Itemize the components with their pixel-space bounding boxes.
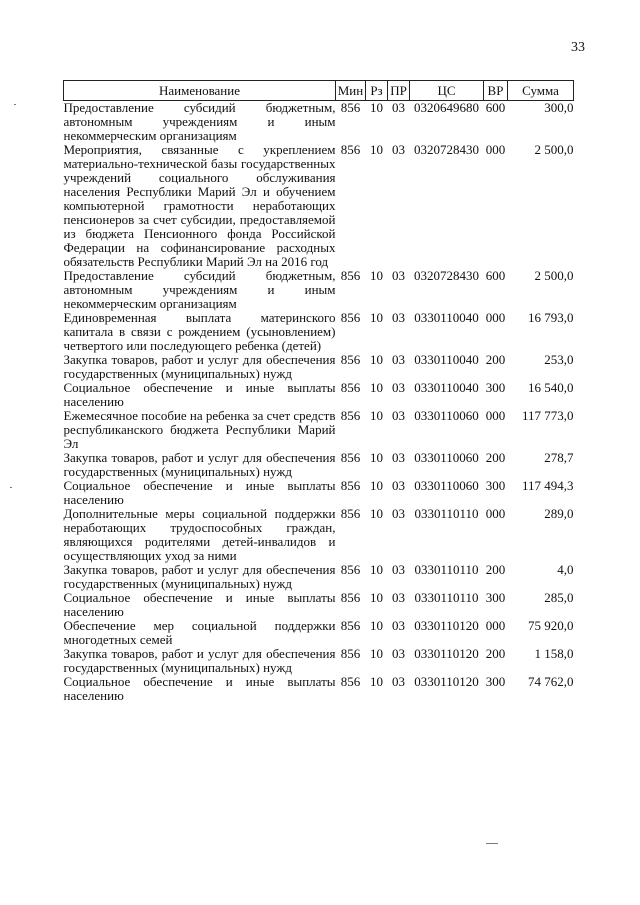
header-pr: ПР — [388, 81, 410, 101]
cell-sum: 74 762,0 — [528, 674, 574, 689]
cell-vr: 000 — [485, 142, 506, 157]
cell-pr: 03 — [392, 142, 405, 157]
cell-rz: 10 — [370, 478, 383, 493]
cell-pr: 03 — [392, 646, 405, 661]
cell-name: Мероприятия, связанные с укреплением материально-технической базы государственных учреждений социального обслуживания населения Республики Марий Эл и обучением компьютерной грамотности неработающих пенсионеров за счет субсидии, предоставляемой из бюджета Пенсионного фонда Российской Федерации на софинансирование расходных обязательств Республики Марий Эл на 2016 год — [63, 142, 336, 269]
cell-rz: 10 — [370, 100, 383, 115]
cell-rz: 10 — [370, 618, 383, 633]
cell-min: 856 — [340, 590, 361, 605]
cell-rz: 10 — [370, 450, 383, 465]
cell-min: 856 — [340, 674, 361, 689]
cell-pr: 03 — [392, 352, 405, 367]
table-row — [64, 101, 574, 144]
cell-sum: 1 158,0 — [534, 646, 574, 661]
table-row — [64, 311, 574, 353]
scan-speck — [486, 843, 498, 844]
cell-vr: 600 — [485, 100, 506, 115]
cell-cs: 0330110110 — [414, 506, 479, 521]
cell-rz: 10 — [370, 380, 383, 395]
cell-min: 856 — [340, 562, 361, 577]
header-vr: ВР — [484, 81, 508, 101]
cell-name: Предоставление субсидий бюджетным, автономным учреждениям и иным некоммерческим организациям — [63, 100, 336, 143]
cell-cs: 0330110060 — [414, 450, 479, 465]
header-sum: Сумма — [508, 81, 574, 101]
table-row — [64, 451, 574, 479]
cell-name: Единовременная выплата материнского капитала в связи с рождением (усыновлением) четвертого или последующего ребенка (детей) — [63, 310, 336, 353]
cell-rz: 10 — [370, 590, 383, 605]
header-cs: ЦС — [410, 81, 484, 101]
cell-vr: 300 — [485, 590, 506, 605]
cell-sum: 2 500,0 — [534, 142, 574, 157]
cell-name: Закупка товаров, работ и услуг для обеспечения государственных (муниципальных) нужд — [63, 450, 336, 479]
cell-min: 856 — [340, 100, 361, 115]
cell-name: Закупка товаров, работ и услуг для обеспечения государственных (муниципальных) нужд — [63, 646, 336, 675]
cell-name: Дополнительные меры социальной поддержки неработающих трудоспособных граждан, являющихся родителями детей-инвалидов и осуществляющих уход за ними — [63, 506, 336, 563]
cell-vr: 300 — [485, 380, 506, 395]
cell-vr: 000 — [485, 408, 506, 423]
cell-vr: 300 — [485, 674, 506, 689]
cell-min: 856 — [340, 142, 361, 157]
cell-cs: 0330110110 — [414, 590, 479, 605]
cell-pr: 03 — [392, 478, 405, 493]
table-row — [64, 647, 574, 675]
cell-name: Закупка товаров, работ и услуг для обеспечения государственных (муниципальных) нужд — [63, 562, 336, 591]
cell-rz: 10 — [370, 562, 383, 577]
page-number: 33 — [571, 40, 585, 55]
cell-sum: 253,0 — [544, 352, 574, 367]
cell-pr: 03 — [392, 450, 405, 465]
cell-cs: 0330110060 — [414, 478, 479, 493]
cell-min: 856 — [340, 310, 361, 325]
cell-rz: 10 — [370, 646, 383, 661]
budget-table — [63, 80, 574, 703]
cell-min: 856 — [340, 352, 361, 367]
cell-rz: 10 — [370, 408, 383, 423]
header-name: Наименование — [64, 81, 336, 101]
cell-cs: 0330110040 — [414, 380, 479, 395]
cell-rz: 10 — [370, 352, 383, 367]
cell-rz: 10 — [370, 142, 383, 157]
cell-pr: 03 — [392, 674, 405, 689]
cell-cs: 0330110120 — [414, 674, 479, 689]
cell-min: 856 — [340, 618, 361, 633]
cell-pr: 03 — [392, 380, 405, 395]
cell-sum: 16 540,0 — [528, 380, 574, 395]
cell-cs: 0320728430 — [414, 142, 479, 157]
table-row — [64, 353, 574, 381]
cell-sum: 289,0 — [544, 506, 574, 521]
cell-min: 856 — [340, 646, 361, 661]
table-header-row — [64, 81, 574, 101]
cell-vr: 000 — [485, 506, 506, 521]
cell-name: Социальное обеспечение и иные выплаты населению — [63, 674, 336, 703]
table-row — [64, 409, 574, 451]
cell-sum: 285,0 — [544, 590, 574, 605]
cell-sum: 2 500,0 — [534, 268, 574, 283]
cell-sum: 4,0 — [557, 562, 574, 577]
cell-pr: 03 — [392, 408, 405, 423]
scan-speck — [14, 104, 16, 105]
cell-name: Обеспечение мер социальной поддержки многодетных семей — [63, 618, 336, 647]
cell-name: Закупка товаров, работ и услуг для обеспечения государственных (муниципальных) нужд — [63, 352, 336, 381]
cell-pr: 03 — [392, 590, 405, 605]
cell-name: Социальное обеспечение и иные выплаты населению — [63, 380, 336, 409]
table-row — [64, 143, 574, 269]
cell-vr: 000 — [485, 618, 506, 633]
cell-rz: 10 — [370, 310, 383, 325]
cell-rz: 10 — [370, 506, 383, 521]
cell-min: 856 — [340, 408, 361, 423]
scan-speck — [10, 487, 12, 488]
cell-rz: 10 — [370, 268, 383, 283]
table-row — [64, 619, 574, 647]
header-rz: Рз — [366, 81, 388, 101]
cell-sum: 300,0 — [544, 100, 574, 115]
cell-cs: 0330110110 — [414, 562, 479, 577]
cell-vr: 200 — [485, 562, 506, 577]
cell-sum: 75 920,0 — [528, 618, 574, 633]
cell-cs: 0330110040 — [414, 352, 479, 367]
table-body — [64, 101, 574, 704]
cell-sum: 117 494,3 — [521, 478, 574, 493]
cell-vr: 200 — [485, 352, 506, 367]
cell-vr: 000 — [485, 310, 506, 325]
cell-min: 856 — [340, 478, 361, 493]
table-row — [64, 591, 574, 619]
cell-name: Социальное обеспечение и иные выплаты населению — [63, 478, 336, 507]
cell-pr: 03 — [392, 310, 405, 325]
cell-cs: 0320728430 — [414, 268, 479, 283]
cell-vr: 200 — [485, 646, 506, 661]
cell-cs: 0330110060 — [414, 408, 479, 423]
header-min: Мин — [336, 81, 366, 101]
cell-rz: 10 — [370, 674, 383, 689]
cell-min: 856 — [340, 380, 361, 395]
cell-cs: 0330110040 — [414, 310, 479, 325]
table-row — [64, 269, 574, 311]
table-row — [64, 563, 574, 591]
cell-name: Предоставление субсидий бюджетным, автономным учреждениям и иным некоммерческим организациям — [63, 268, 336, 311]
table-row — [64, 675, 574, 703]
cell-min: 856 — [340, 450, 361, 465]
cell-cs: 0330110120 — [414, 646, 479, 661]
cell-name: Ежемесячное пособие на ребенка за счет средств республиканского бюджета Республики Марий Эл — [63, 408, 336, 451]
table-row — [64, 507, 574, 563]
cell-pr: 03 — [392, 268, 405, 283]
cell-vr: 200 — [485, 450, 506, 465]
cell-min: 856 — [340, 506, 361, 521]
cell-cs: 0320649680 — [414, 100, 479, 115]
cell-sum: 117 773,0 — [521, 408, 574, 423]
cell-min: 856 — [340, 268, 361, 283]
cell-sum: 16 793,0 — [528, 310, 574, 325]
cell-pr: 03 — [392, 506, 405, 521]
cell-vr: 300 — [485, 478, 506, 493]
cell-sum: 278,7 — [544, 450, 574, 465]
cell-pr: 03 — [392, 100, 405, 115]
cell-cs: 0330110120 — [414, 618, 479, 633]
cell-vr: 600 — [485, 268, 506, 283]
table-row — [64, 381, 574, 409]
cell-pr: 03 — [392, 618, 405, 633]
cell-pr: 03 — [392, 562, 405, 577]
table-row — [64, 479, 574, 507]
cell-name: Социальное обеспечение и иные выплаты населению — [63, 590, 336, 619]
